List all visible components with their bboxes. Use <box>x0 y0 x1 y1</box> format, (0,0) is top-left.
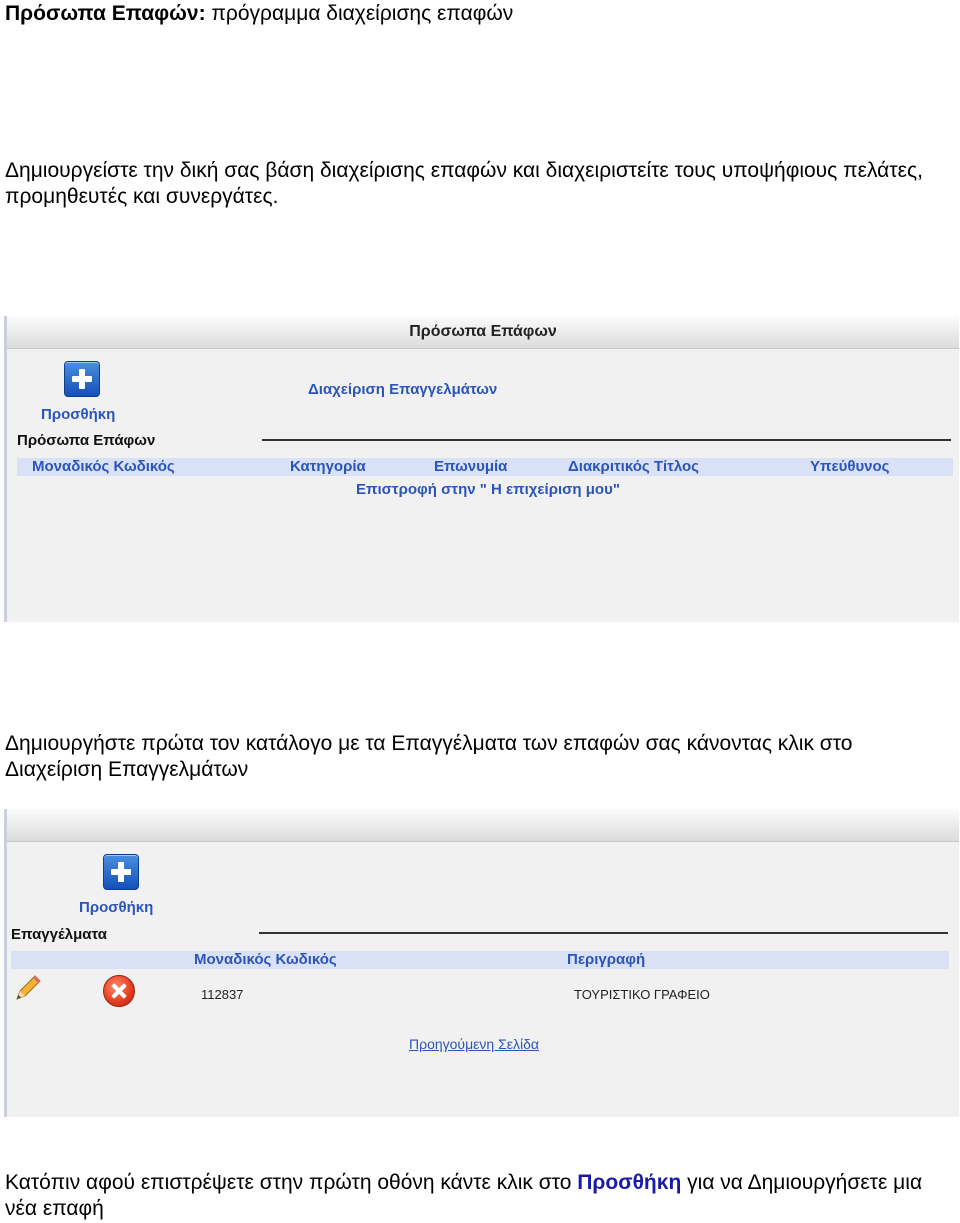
intro-paragraph: Δημιουργείστε την δική σας βάση διαχείρισης επαφών και διαχειριστείτε τους υποψήφιους πελάτες, προμηθευτές και συνεργάτες. <box>5 159 923 208</box>
add-inline-link: Προσθήκη <box>577 1171 682 1194</box>
title-bold: Πρόσωπα Επαφών: <box>5 2 206 25</box>
pencil-icon[interactable] <box>13 973 43 1003</box>
row-code: 112837 <box>201 987 244 1002</box>
delete-icon[interactable] <box>103 975 135 1007</box>
column-header-row <box>11 951 949 969</box>
column-responsible[interactable]: Υπεύθυνος <box>810 458 890 475</box>
step1-paragraph: Δημιουργήστε πρώτα τον κατάλογο με τα Επαγγέλματα των επαφών σας κάνοντας κλικ στο Διαχείριση Επαγγελμάτων <box>5 732 853 781</box>
plus-icon[interactable] <box>64 361 100 397</box>
column-code[interactable]: Μοναδικός Κωδικός <box>32 458 175 475</box>
return-link[interactable]: Επιστροφή στην " Η επιχείριση μου" <box>356 481 620 498</box>
section-title: Πρόσωπα Επάφων <box>17 432 156 449</box>
column-category[interactable]: Κατηγορία <box>290 458 366 475</box>
document-title <box>5 2 513 26</box>
divider <box>259 932 948 934</box>
contacts-screenshot <box>4 316 959 622</box>
previous-page-link[interactable]: Προηγούμενη Σελίδα <box>409 1036 539 1052</box>
final-text-post: για να Δημιουργήσετε μια νέα επαφή <box>5 1171 923 1220</box>
add-link[interactable]: Προσθήκη <box>41 406 116 423</box>
column-description[interactable]: Περιγραφή <box>567 951 646 968</box>
title-rest: πρόγραμμα διαχείρισης επαφών <box>205 2 514 25</box>
column-distinctive-title[interactable]: Διακριτικός Τίτλος <box>568 458 699 475</box>
final-text-pre: Κατόπιν αφού επιστρέψετε στην πρώτη οθόνη κάντε κλικ στο <box>5 1171 578 1194</box>
plus-icon[interactable] <box>103 854 139 890</box>
divider <box>262 439 951 441</box>
row-description: ΤΟΥΡΙΣΤΙΚΟ ΓΡΑΦΕΙΟ <box>574 987 710 1002</box>
section-title: Επαγγέλματα <box>11 926 107 943</box>
column-name[interactable]: Επωνυμία <box>434 458 508 475</box>
add-link[interactable]: Προσθήκη <box>79 899 154 916</box>
professions-screenshot <box>4 809 959 1117</box>
panel-header: Πρόσωπα Επάφων <box>7 316 959 349</box>
column-header-row <box>17 458 953 476</box>
panel-header <box>7 809 959 842</box>
final-paragraph <box>5 1170 950 1222</box>
column-code[interactable]: Μοναδικός Κωδικός <box>194 951 337 968</box>
manage-professions-link[interactable]: Διαχείριση Επαγγελμάτων <box>308 381 498 398</box>
